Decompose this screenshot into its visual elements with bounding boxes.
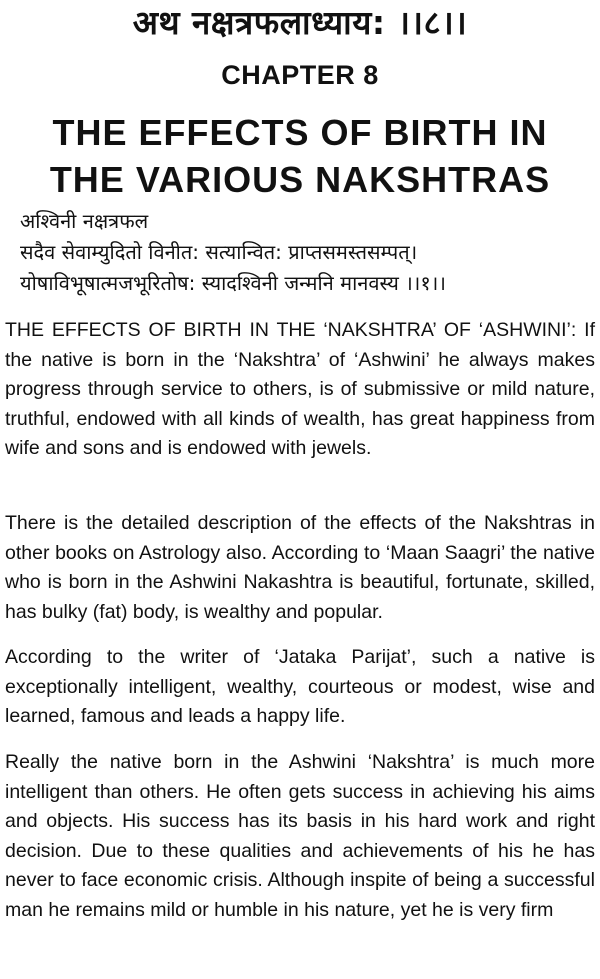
paragraph-maan-saagri: There is the detailed description of the effects of the Nakshtras in other books on Astrology also. According to ‘Maan Saagri’ the native who is born in the Ashwini Nakashtra is beautiful, fortunate, skilled, has bulky (fat) body, is wealthy and popular. [5, 512, 595, 623]
chapter-title-line-1: THE EFFECTS OF BIRTH IN [52, 112, 548, 153]
verse-line-2: योषाविभूषात्मजभूरितोष: स्यादश्विनी जन्मनि मानवस्य ।।१।। [20, 271, 446, 295]
chapter-title [24, 109, 576, 203]
paragraph-jataka-parijat: According to the writer of ‘Jataka Parijat’, such a native is exceptionally intelligent, wealthy, courteous or modest, wise and learned, famous and leads a happy life. [5, 646, 595, 727]
paragraph-ashwini-native: Really the native born in the Ashwini ‘Nakshtra’ is much more intelligent than others. He often gets success in achieving his aims and objects. His success has its basis in his hard work and right decision. Due to these qualities and achievements of his he has never to face economic crisis. Although inspite of being a successful man he remains mild or humble in his nature, yet he is very firm [5, 751, 595, 921]
verse-heading: अश्विनी नक्षत्रफल [20, 209, 149, 233]
paragraph-ashwini-effects: THE EFFECTS OF BIRTH IN THE ‘NAKSHTRA’ OF ‘ASHWINI’: If the native is born in the ‘Nakshtra’ of ‘Ashwini’ he always makes progress through service to others, is of submissive or mild nature, truthful, endowed with all kinds of wealth, has great happiness from wife and sons and is endowed with jewels. [5, 319, 595, 459]
verse-line-1: सदैव सेवाम्युदितो विनीत: सत्यान्वित: प्राप्तसमस्तसम्पत्। [20, 240, 418, 264]
sanskrit-verse [20, 206, 580, 299]
chapter-title-line-2: THE VARIOUS NAKSHTRAS [49, 159, 551, 200]
sanskrit-chapter-heading: अथ नक्षत्रफलाध्याय: ।।८।। [132, 3, 468, 42]
chapter-number: CHAPTER 8 [221, 60, 379, 90]
